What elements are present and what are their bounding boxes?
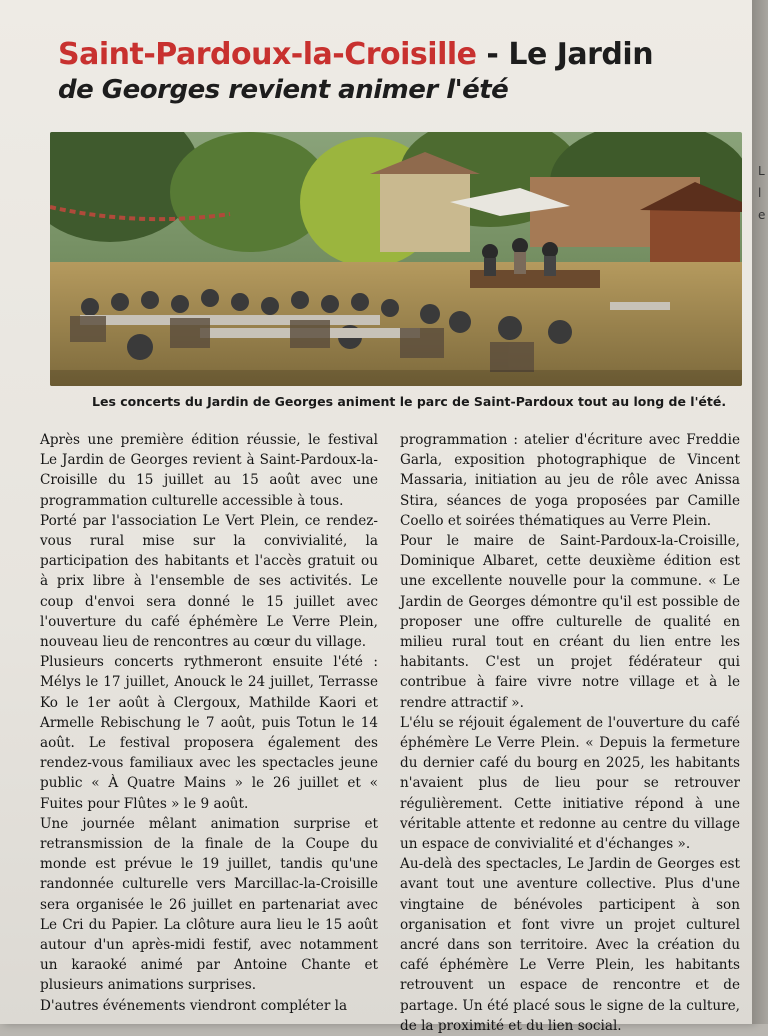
article-paragraph: Pour le maire de Saint-Pardoux-la-Croisille, Dominique Albaret, cette deuxième édition est une excellente nouvelle pour la commune. « Le Jardin de Georges démontre qu'il est possible de proposer une offre culturelle de qualité en milieu rural tout en créant du lien entre les habitants. C'est un projet fédérateur qui contribue à faire vivre notre village et à le rendre attractif ».: [400, 533, 740, 711]
article-paragraph: Une journée mêlant animation surprise et retransmission de la finale de la Coupe du monde est prévue le 19 juillet, tandis qu'une randonnée culturelle vers Marcillac-la-Croisille sera organisée le 26 juillet en partenariat avec Le Cri du Papier. La clôture aura lieu le 15 août autour d'un après-midi festif, avec notamment un karaoké animé par Antoine Chante et plusieurs animations surprises.: [40, 815, 378, 994]
concert-photo: [50, 132, 742, 386]
adjacent-page-edge: [752, 0, 768, 1024]
headline-line-1: [58, 36, 738, 74]
article-column-left: [40, 430, 378, 1016]
article-paragraph: Porté par l'association Le Vert Plein, ce rendez-vous rural mise sur la convivialité, la participation des habitants et l'accès gratuit ou à prix libre à l'ensemble de ses activités. Le coup d'envoi sera donné le 15 juillet avec l'ouverture du café éphémère Le Verre Plein, nouveau lieu de rencontres au cœur du village.: [40, 512, 378, 651]
photo-caption: Les concerts du Jardin de Georges animent le parc de Saint-Pardoux tout au long de l'été.: [92, 394, 727, 409]
article-column-right: [400, 430, 740, 1036]
article-paragraph: Plusieurs concerts rythmeront ensuite l'été : Mélys le 17 juillet, Anouck le 24 juillet, Terrasse Ko le 1er août à Clergoux, Mathilde Kaori et Armelle Rebischung le 7 août, puis Totun le 14 août. Le festival proposera également des rendez-vous familiaux avec les spectacles jeune public « À Quatre Mains » le 26 juillet et « Fuites pour Flûtes » le 9 août.: [40, 654, 378, 812]
article-paragraph: Au-delà des spectacles, Le Jardin de Georges est avant tout une aventure collective. Plus d'une vingtaine de bénévoles participent à son organisation et font vivre un projet culturel ancré dans son territoire. Avec la création du café éphémère Le Verre Plein, les habitants retrouvent un espace de rencontre et de partage. Un été placé sous le signe de la culture, de la proximité et du lien social.: [400, 856, 740, 1034]
headline-title-start: - Le Jardin: [476, 37, 654, 72]
headline-place: Saint-Pardoux-la-Croisille: [58, 37, 477, 72]
article-headline: [58, 36, 738, 106]
article-paragraph: D'autres événements viendront compléter la: [40, 997, 348, 1014]
article-paragraph: programmation : atelier d'écriture avec Freddie Garla, exposition photographique de Vincent Massaria, initiation au jeu de rôle avec Anissa Stira, séances de yoga proposées par Camille Coello et soirées thématiques au Verre Plein.: [400, 432, 740, 529]
article-paragraph: Après une première édition réussie, le festival Le Jardin de Georges revient à Saint-Pardoux-la-Croisille du 15 juillet au 15 août avec une programmation culturelle accessible à tous.: [40, 432, 378, 509]
headline-line-2: de Georges revient animer l'été: [58, 75, 509, 105]
concert-photo-illustration: [50, 132, 742, 386]
adjacent-page-letters: L l e: [758, 164, 766, 222]
article-paragraph: L'élu se réjouit également de l'ouverture du café éphémère Le Verre Plein. « Depuis la fermeture du dernier café du bourg en 2025, les habitants n'avaient plus de lieu pour se retrouver régulièrement. Cette initiative répond à une véritable attente et redonne au centre du village un espace de convivialité et d'échanges ».: [400, 714, 740, 853]
